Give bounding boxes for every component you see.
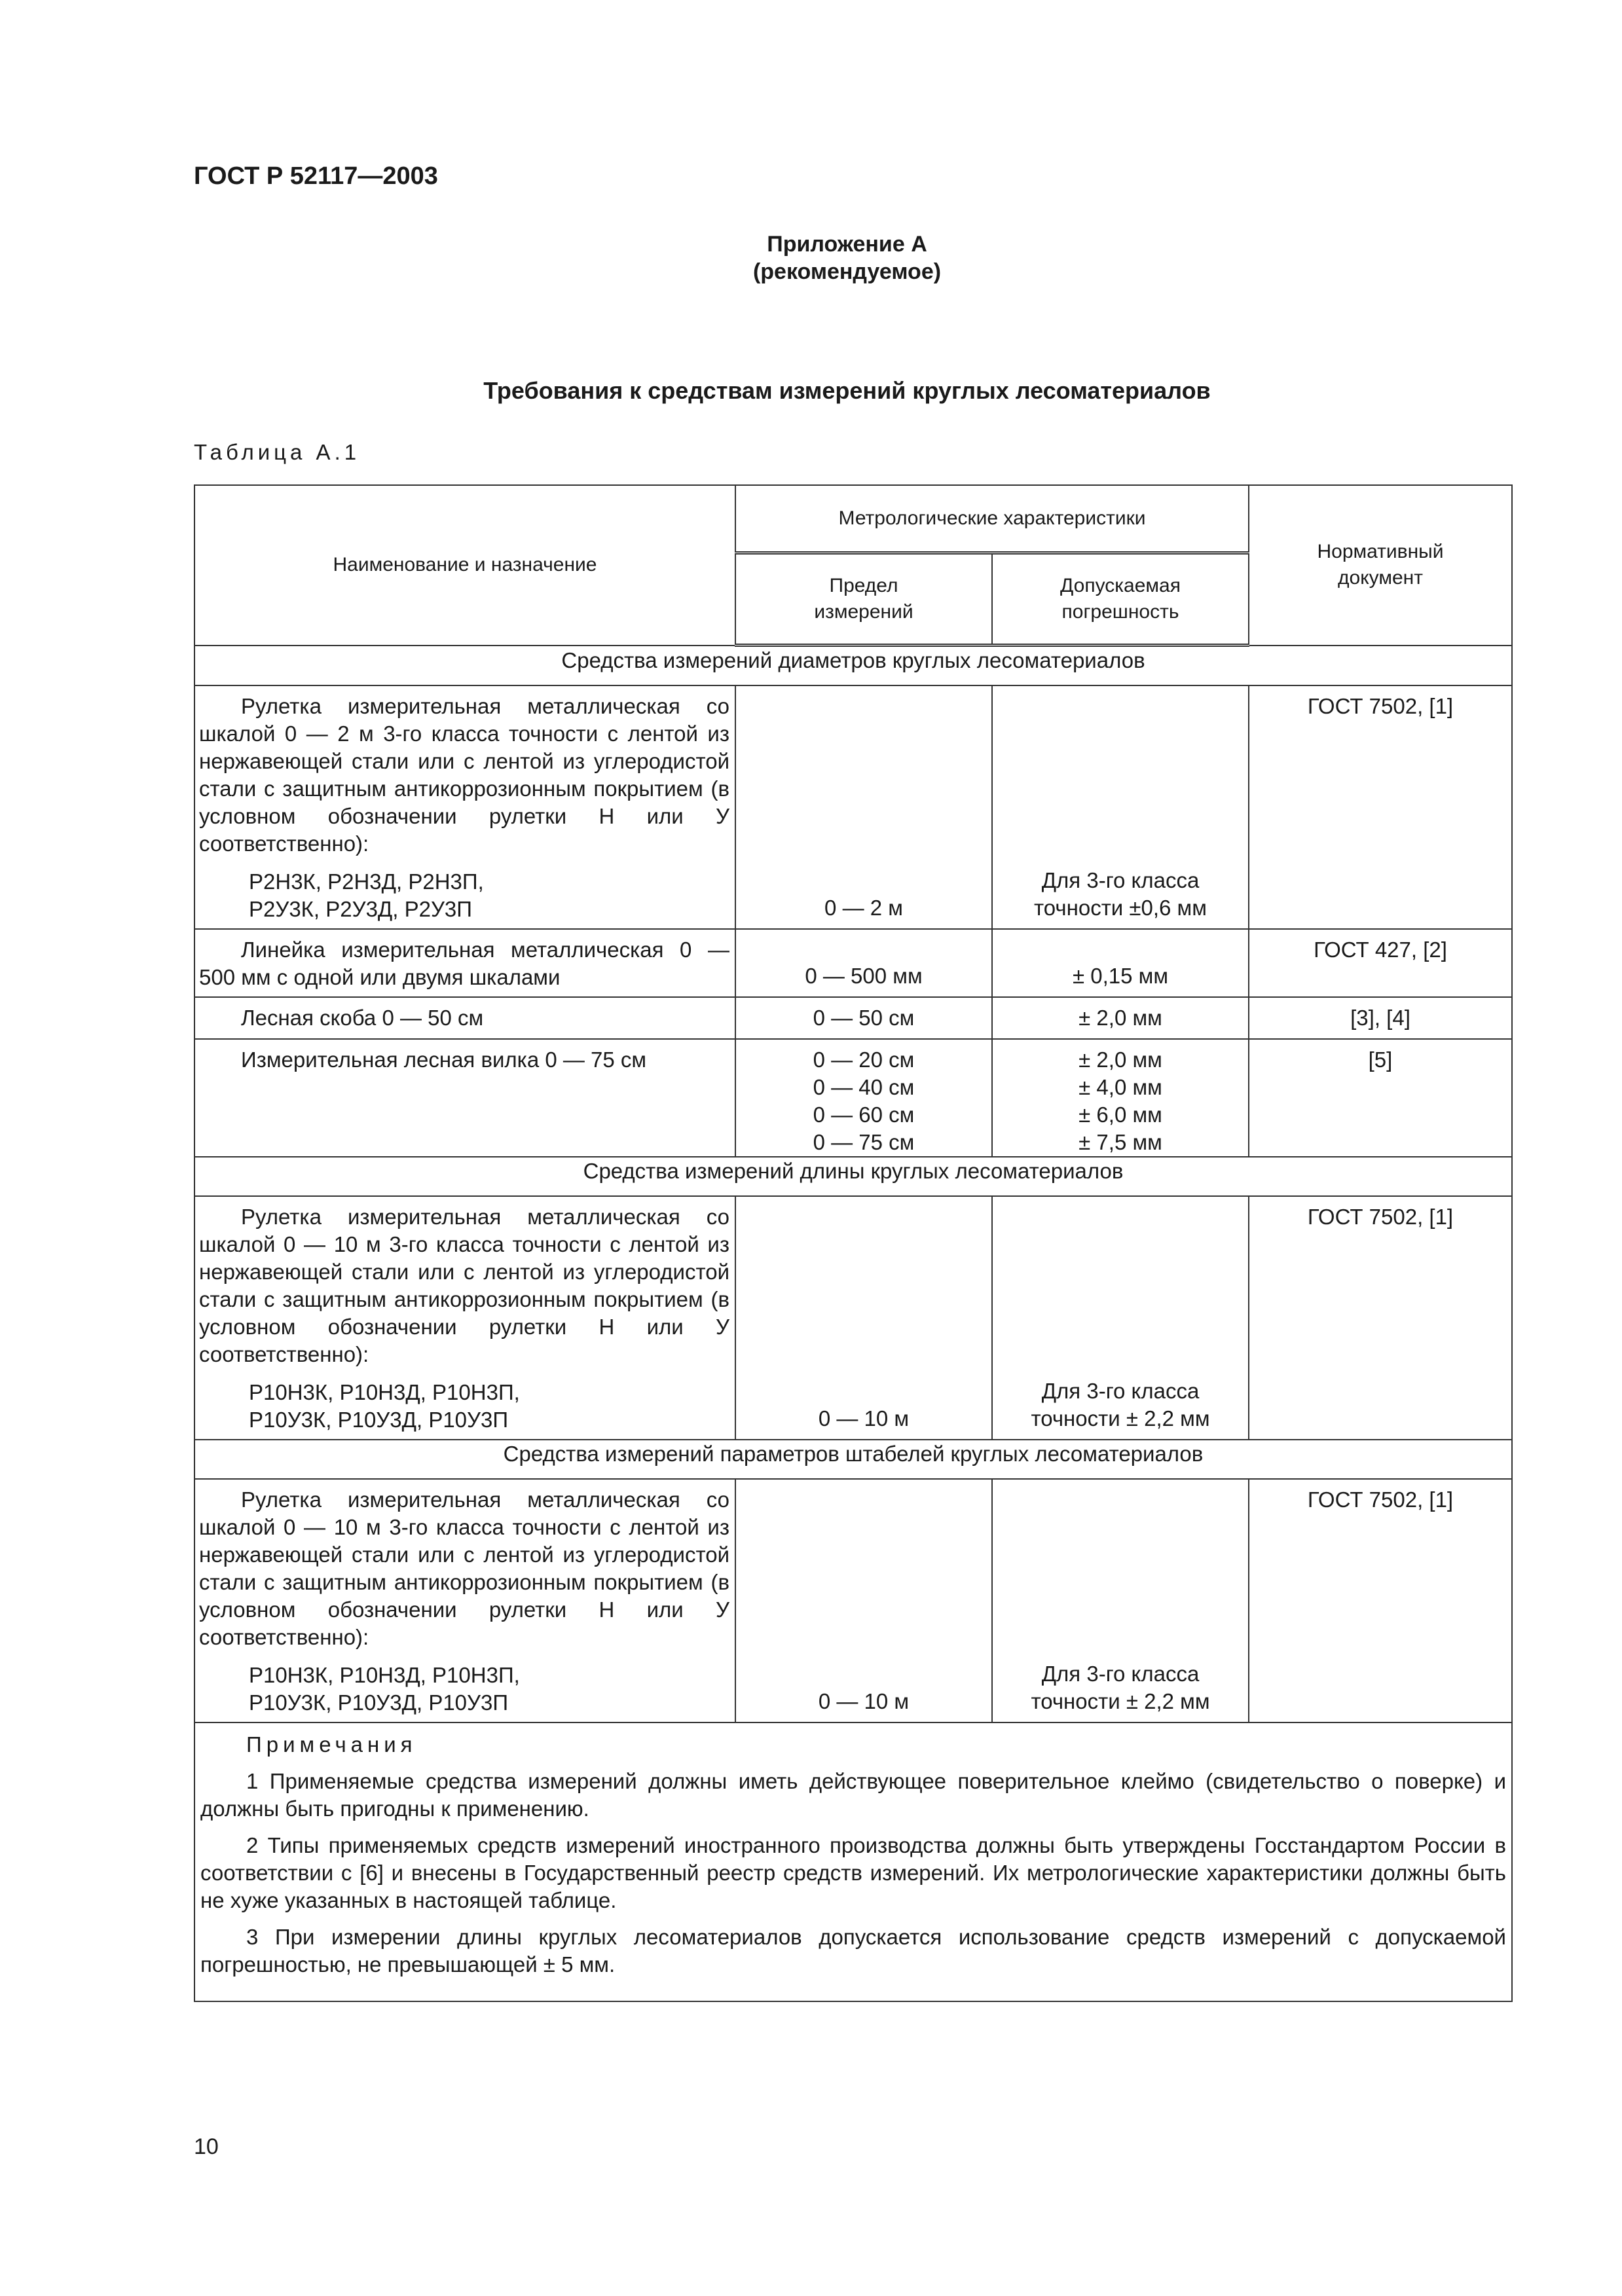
normative-document: ГОСТ 7502, [1] — [1249, 1196, 1512, 1440]
header-error-text: Допускаемая погрешность — [1060, 575, 1181, 623]
instrument-description: Рулетка измерительная металлическая со шкалой 0 — 10 м 3-го класса точности с лентой из нержавеющей стали или с лентой из углеродистой стали с защитным антикоррозионным покрытием (в условном обозначении рулетки Н или У соответственно): — [199, 1487, 729, 1649]
instrument-models — [199, 868, 729, 923]
header-metrology: Метрологические характеристики — [735, 485, 1249, 553]
table-row — [194, 1479, 1512, 1722]
section-title: Средства измерений параметров штабелей круглых лесоматериалов — [194, 1440, 1512, 1479]
permissible-error — [992, 997, 1249, 1039]
instrument-models — [199, 1662, 729, 1717]
cell-line: 0 — 40 см — [813, 1075, 915, 1099]
note-item: 1 Применяемые средства измерений должны иметь действующее поверительное клеймо (свидетельство о поверке) и должны быть пригодны к применению. — [200, 1769, 1506, 1821]
normative-document: [3], [4] — [1249, 997, 1512, 1039]
table-row — [194, 1196, 1512, 1440]
cell-line: 0 — 500 мм — [805, 964, 923, 988]
cell-line: точности ± 2,2 мм — [1031, 1689, 1210, 1713]
cell-line: ± 6,0 мм — [1078, 1102, 1162, 1127]
instrument-models — [199, 1379, 729, 1434]
measurement-limit — [735, 929, 992, 997]
cell-line: 0 — 10 м — [818, 1406, 910, 1430]
instrument-name: Измерительная лесная вилка 0 — 75 см — [194, 1039, 735, 1157]
measurement-limit — [735, 685, 992, 929]
section-title: Средства измерений диаметров круглых лесоматериалов — [194, 646, 1512, 686]
cell-line: 0 — 50 см — [813, 1006, 915, 1030]
section-row — [194, 1440, 1512, 1479]
permissible-error — [992, 1039, 1249, 1157]
cell-line: 0 — 75 см — [813, 1130, 915, 1154]
page-number: 10 — [194, 2134, 219, 2159]
cell-line: точности ± 2,2 мм — [1031, 1406, 1210, 1430]
instrument-name — [194, 685, 735, 929]
cell-line: 0 — 60 см — [813, 1102, 915, 1127]
cell-line: Для 3-го класса — [1041, 1379, 1200, 1403]
instrument-description: Рулетка измерительная металлическая со шкалой 0 — 2 м 3-го класса точности с лентой из нержавеющей стали или с лентой из углеродистой стали с защитным антикоррозионным покрытием (в условном обозначении рулетки Н или У соответственно): — [199, 694, 729, 856]
table-row — [194, 685, 1512, 929]
instrument-description: Рулетка измерительная металлическая со шкалой 0 — 10 м 3-го класса точности с лентой из нержавеющей стали или с лентой из углеродистой стали с защитным антикоррозионным покрытием (в условном обозначении рулетки Н или У соответственно): — [199, 1205, 729, 1366]
model-line: Р10У3К, Р10У3Д, Р10У3П — [249, 1408, 509, 1432]
header-error — [992, 553, 1249, 646]
instrument-name — [194, 1196, 735, 1440]
model-line: Р10У3К, Р10У3Д, Р10У3П — [249, 1690, 509, 1715]
model-line: Р2Н3К, Р2Н3Д, Р2Н3П, — [249, 869, 484, 894]
appendix-title: Приложение А — [767, 232, 927, 257]
measurement-limit — [735, 997, 992, 1039]
header-normative-text: Нормативный документ — [1317, 541, 1444, 589]
header-limit — [735, 553, 992, 646]
cell-line: ± 4,0 мм — [1078, 1075, 1162, 1099]
notes-row — [194, 1722, 1512, 2001]
cell-line: Для 3-го класса — [1041, 1662, 1200, 1686]
instrument-name — [194, 929, 735, 997]
instrument-name — [194, 1479, 735, 1722]
appendix-status: (рекомендуемое) — [752, 259, 942, 284]
model-line: Р10Н3К, Р10Н3Д, Р10Н3П, — [249, 1380, 520, 1404]
instrument-name: Лесная скоба 0 — 50 см — [194, 997, 735, 1039]
header-name: Наименование и назначение — [194, 485, 735, 646]
table-caption: Таблица А.1 — [194, 440, 361, 464]
normative-document: ГОСТ 7502, [1] — [1249, 1479, 1512, 1722]
measurement-limit — [735, 1196, 992, 1440]
cell-line: ± 2,0 мм — [1078, 1048, 1162, 1072]
cell-line: ± 0,15 мм — [1072, 964, 1169, 988]
normative-document: [5] — [1249, 1039, 1512, 1157]
section-title: Средства измерений длины круглых лесоматериалов — [194, 1157, 1512, 1196]
permissible-error — [992, 929, 1249, 997]
header-normative — [1249, 485, 1512, 646]
notes-title: Примечания — [246, 1732, 417, 1757]
cell-line: 0 — 2 м — [824, 896, 903, 920]
measurement-limit — [735, 1479, 992, 1722]
permissible-error — [992, 1196, 1249, 1440]
requirements-table — [194, 484, 1513, 2002]
normative-document: ГОСТ 7502, [1] — [1249, 685, 1512, 929]
appendix-heading — [0, 230, 1622, 285]
permissible-error — [992, 685, 1249, 929]
cell-line: 0 — 10 м — [818, 1689, 910, 1713]
measurement-limit — [735, 1039, 992, 1157]
model-line: Р10Н3К, Р10Н3Д, Р10Н3П, — [249, 1663, 520, 1687]
table-row — [194, 1039, 1512, 1157]
page-title: Требования к средствам измерений круглых лесоматериалов — [483, 377, 1211, 404]
cell-line: 0 — 20 см — [813, 1048, 915, 1072]
section-row — [194, 1157, 1512, 1196]
normative-document: ГОСТ 427, [2] — [1249, 929, 1512, 997]
model-line: Р2У3К, Р2У3Д, Р2У3П — [249, 897, 473, 921]
document-code: ГОСТ Р 52117—2003 — [194, 162, 438, 190]
table-row — [194, 997, 1512, 1039]
section-row — [194, 646, 1512, 686]
table-row — [194, 929, 1512, 997]
cell-line: ± 7,5 мм — [1078, 1130, 1162, 1154]
permissible-error — [992, 1479, 1249, 1722]
cell-line: точности ±0,6 мм — [1034, 896, 1207, 920]
instrument-description: Линейка измерительная металлическая 0 — 500 мм с одной или двумя шкалами — [199, 938, 729, 989]
notes-cell — [194, 1722, 1512, 2001]
note-item: 3 При измерении длины круглых лесоматериалов допускается использование средств измерений с допускаемой погрешностью, не превышающей ± 5 мм. — [200, 1925, 1506, 1977]
header-limit-text: Предел измерений — [814, 575, 913, 623]
cell-line: Для 3-го класса — [1041, 868, 1200, 892]
note-item: 2 Типы применяемых средств измерений иностранного производства должны быть утверждены Госстандартом России в соответствии с [6] и внесены в Государственный реестр средств измерений. Их метрологические характеристики должны быть не хуже указанных в настоящей таблице. — [200, 1833, 1506, 1912]
cell-line: ± 2,0 мм — [1078, 1006, 1162, 1030]
